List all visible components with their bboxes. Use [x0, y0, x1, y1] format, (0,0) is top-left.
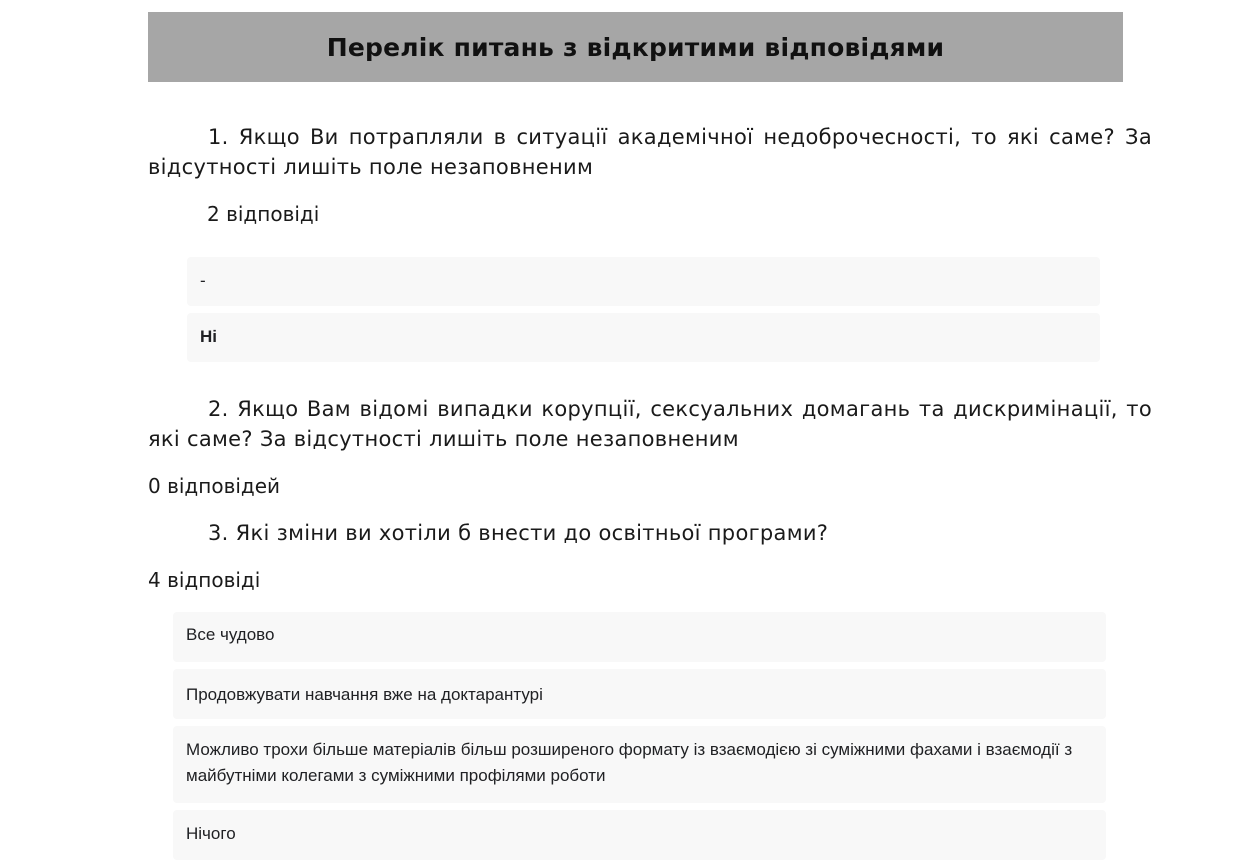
question-3-answers: [173, 612, 1106, 860]
page-title: Перелік питань з відкритими відповідями: [326, 32, 945, 62]
title-banner: [148, 12, 1123, 82]
question-1-answers: [187, 257, 1100, 362]
answer-item: Ні: [187, 313, 1100, 362]
answer-item: -: [187, 257, 1100, 306]
question-1-count: 2 відповіді: [207, 202, 320, 226]
question-2-count: 0 відповідей: [148, 474, 281, 498]
question-3-count: 4 відповіді: [148, 568, 261, 592]
question-3-text: 3. Які зміни ви хотіли б внести до освітньої програми?: [208, 521, 829, 545]
answer-item: Продовжувати навчання вже на доктарантурі: [173, 669, 1106, 719]
question-1-text: 1. Якщо Ви потрапляли в ситуації академічної недоброчесності, то які саме? За відсутності лишіть поле незаповненим: [148, 125, 1152, 179]
answer-item: Все чудово: [173, 612, 1106, 662]
question-2-text: 2. Якщо Вам відомі випадки корупції, сексуальних домагань та дискримінації, то які саме? За відсутності лишіть поле незаповненим: [148, 397, 1152, 451]
answer-item: Нічого: [173, 810, 1106, 860]
answer-item: Можливо трохи більше матеріалів більш розширеного формату із взаємодією зі суміжними фахами і взаємодії з майбутніми колегами з суміжними профілями роботи: [173, 726, 1106, 803]
